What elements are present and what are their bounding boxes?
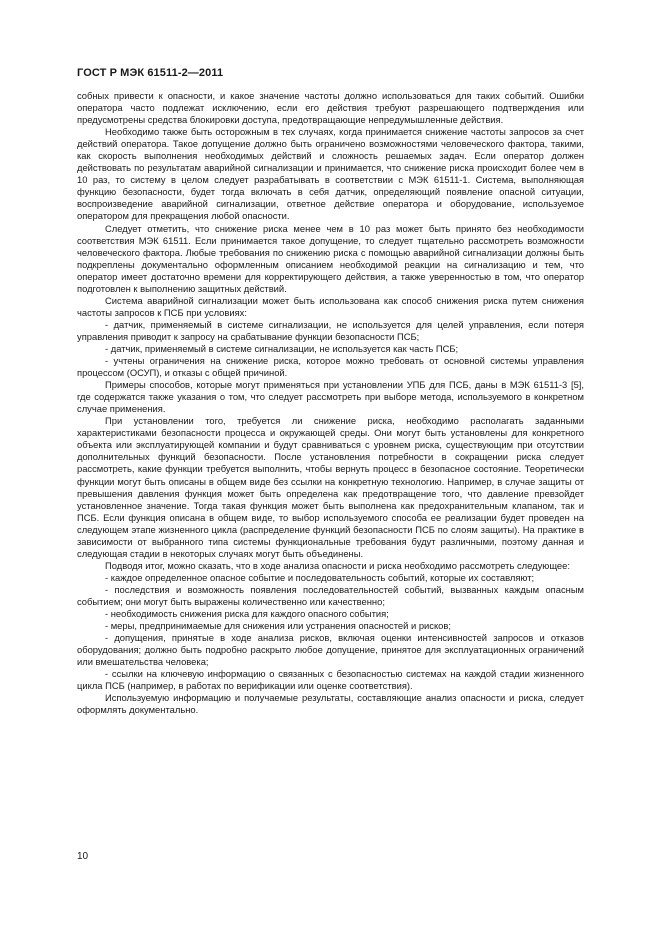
- list-item: - датчик, применяемый в системе сигнализации, не используется для целей управления, если потеря управления приводит к запросу на срабатывание функции безопасности ПСБ;: [77, 318, 584, 342]
- paragraph: Подводя итог, можно сказать, что в ходе анализа опасности и риска необходимо рассмотреть следующее:: [105, 559, 570, 571]
- page-header-title: ГОСТ Р МЭК 61511-2—2011: [77, 67, 224, 79]
- list-item: - ссылки на ключевую информацию о связанных с безопасностью системах на каждой стадии жизненного цикла ПСБ (например, в работах по верификации или оценке соответствия).: [77, 668, 584, 692]
- paragraph: Примеры способов, которые могут применяться при установлении УПБ для ПСБ, даны в МЭК 61511-3 [5], где содержатся также указания о том, что следует рассмотреть при выборе метода, используемого в конкретном случае применения.: [77, 379, 584, 415]
- page-number: 10: [77, 851, 89, 862]
- paragraph: Система аварийной сигнализации может быть использована как способ снижения риска путем снижения частоты запросов к ПСБ при условиях:: [77, 294, 584, 318]
- list-item: - допущения, принятые в ходе анализа рисков, включая оценки интенсивностей запросов и отказов оборудования; должно быть подробно раскрыто любое допущение, принятое для эксплуатационных ограничений или вмешательства человека;: [77, 632, 584, 668]
- paragraph: Используемую информацию и получаемые результаты, составляющие анализ опасности и риска, следует оформлять документально.: [77, 692, 584, 716]
- list-item: - последствия и возможность появления последовательностей событий, вызванных каждым опасным событием; они могут быть выражены количественно или качественно;: [77, 583, 584, 607]
- list-item: - учтены ограничения на снижение риска, которое можно требовать от основной системы управления процессом (ОСУП), и отказы с общей причиной.: [77, 355, 584, 379]
- paragraph: Следует отметить, что снижение риска менее чем в 10 раз может быть принято без необходимости соответствия МЭК 61511. Если принимается такое допущение, то следует тщательно рассмотреть возможности человеческого фактора. Любые требования по снижению риска с помощью аварийной сигнализации должны быть подкреплены документально оформленным описанием необходимой реакции на сигнализацию и тем, что оператор имеет достаточно времени для корректирующего действия, а также уверенностью в том, что оператор подготовлен к выполнению защитных действий.: [77, 222, 584, 294]
- list-item: - каждое определенное опасное событие и последовательность событий, которые их составляют;: [105, 571, 535, 583]
- list-item: - меры, предпринимаемые для снижения или устранения опасностей и рисков;: [105, 620, 451, 632]
- body-text: [77, 90, 584, 716]
- list-item: - необходимость снижения риска для каждого опасного события;: [105, 608, 389, 620]
- paragraph: Необходимо также быть осторожным в тех случаях, когда принимается снижение частоты запросов за счет действий оператора. Такое допущение должно быть ограничено возможностями человеческого фактора, такими, как скорость выполнения необходимых действий и сложность решаемых задач. Если оператор должен действовать по результатам аварийной сигнализации и принимается, что снижение риска происходит более чем в 10 раз, то систему в целом следует разрабатывать в соответствии с МЭК 61511-1. Система, выполняющая функцию безопасности, будет тогда включать в себя датчик, определяющий появление опасной ситуации, воспроизведение аварийной сигнализации, ответное действие оператора и оборудование, используемое оператором для прекращения любой опасности.: [77, 126, 584, 222]
- paragraph: собных привести к опасности, и какое значение частоты должно использоваться для таких событий. Ошибки оператора часто подлежат исключению, если его действия требуют разрешающего подтверждения или предусмотрены средства блокировки доступа, предотвращающие непредумышленные действия.: [77, 90, 584, 126]
- paragraph: При установлении того, требуется ли снижение риска, необходимо располагать заданными характеристиками безопасности процесса и окружающей среды. Они могут быть установлены для конкретного объекта или эксплуатирующей компании и будут сравниваться с уровнем риска, существующим при отсутствии дополнительных функций безопасности. После установления потребности в сокращении риска следует рассмотреть, какие функции требуется выполнить, чтобы вернуть процесс в безопасное состояние. Теоретически функции могут быть описаны в общем виде без ссылки на конкретную технологию. Например, в случае защиты от превышения давления функция может быть определена как предотвращение того, что давление превзойдет установленное значение. Тогда такая функция может быть выполнена как предохранительным клапаном, так и ПСБ. Если функция описана в общем виде, то выбор используемого способа ее реализации будет проведен на следующем этапе жизненного цикла (распределение функций безопасности ПСБ по слоям защиты). На практике в зависимости от выбранного типа системы функциональные требования будут различными, поэтому данная и следующая стадии в некоторых случаях могут быть объединены.: [77, 415, 584, 559]
- list-item: - датчик, применяемый в системе сигнализации, не используется как часть ПСБ;: [105, 342, 459, 354]
